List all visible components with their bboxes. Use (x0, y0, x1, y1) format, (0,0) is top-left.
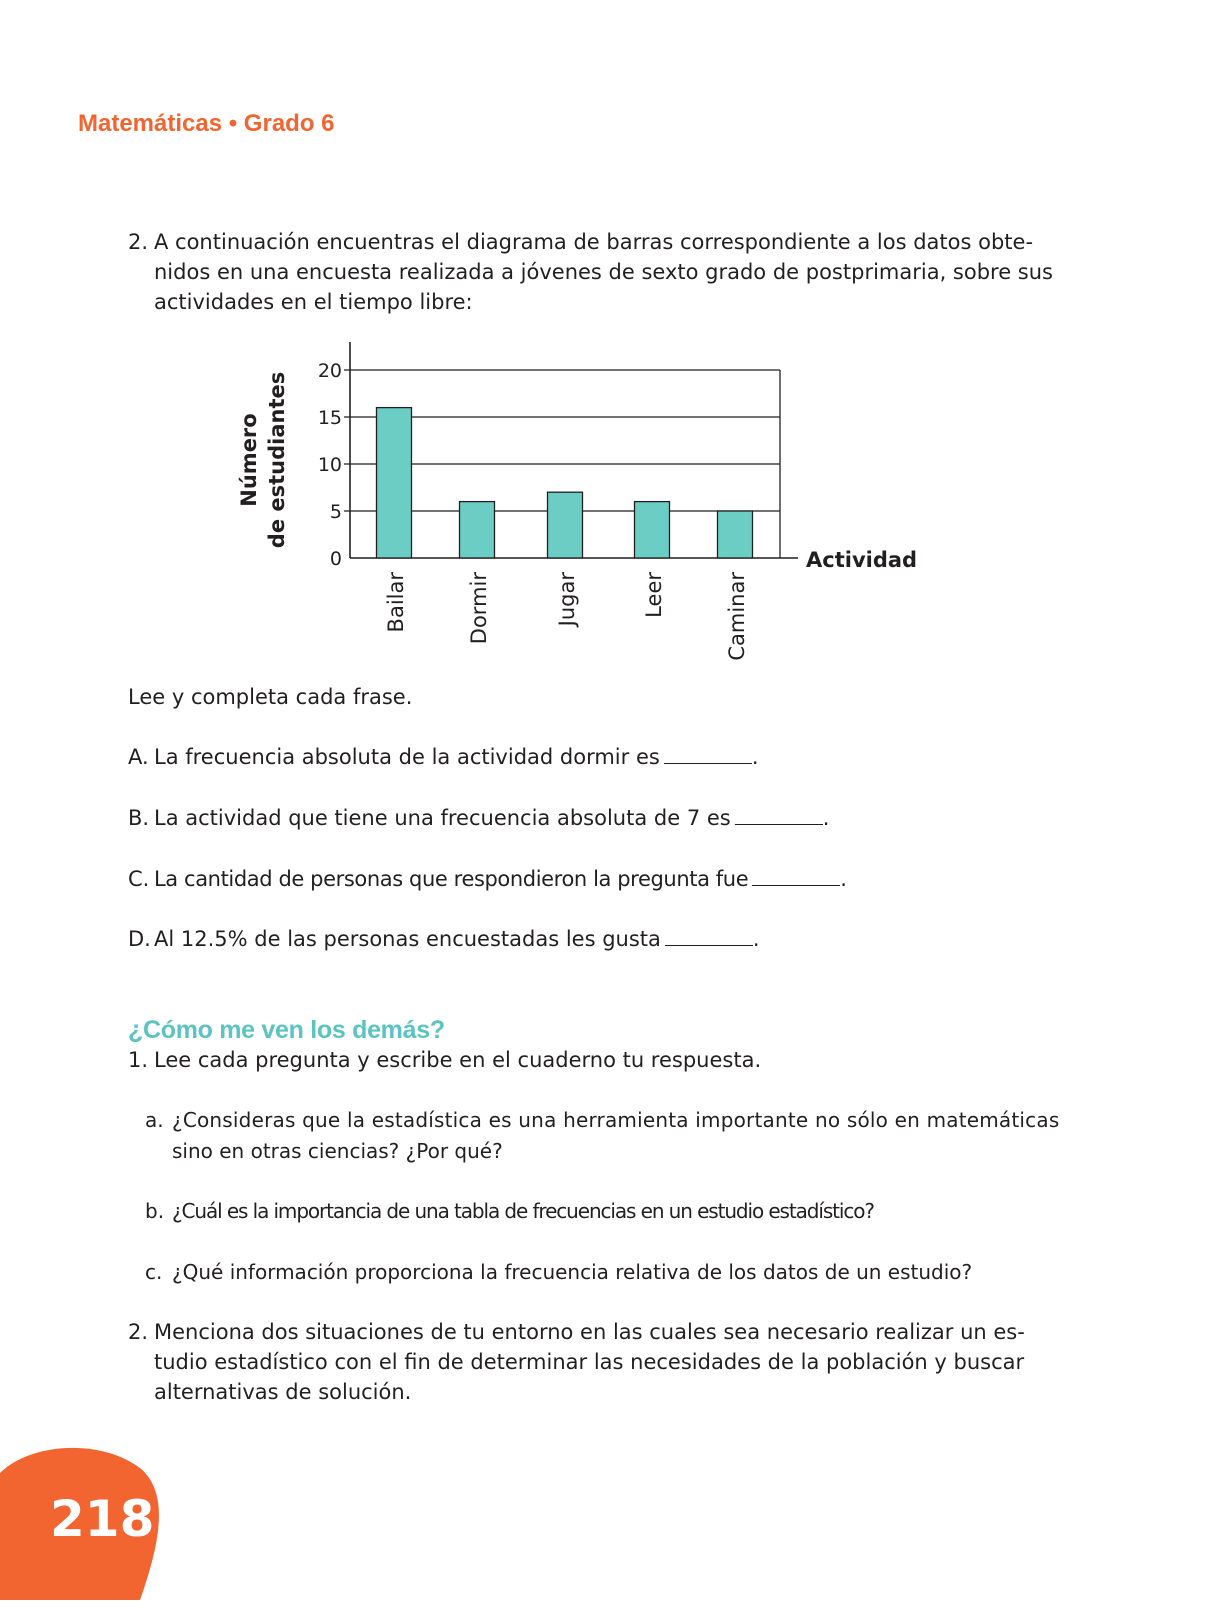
x-tick-label: Leer (642, 572, 666, 618)
subitem-b-label: b. (145, 1199, 165, 1223)
exercise-number: 2. (128, 230, 149, 254)
y-tick-label: 15 (317, 407, 342, 429)
statement-text: La frecuencia absoluta de la actividad dormir es (154, 745, 660, 769)
statement-label: A. (128, 745, 149, 769)
x-tick-label: Caminar (725, 572, 749, 661)
bar-chart (0, 330, 1206, 680)
statement-end: . (840, 867, 847, 891)
statement-label: C. (128, 867, 150, 891)
y-tick-label: 10 (317, 454, 342, 476)
q2-number: 2. (128, 1320, 149, 1344)
y-axis-label-line-2: de estudiantes (265, 371, 289, 549)
q2-line-2: tudio estadístico con el fin de determinar las necesidades de la población y buscar (154, 1350, 1025, 1374)
exercise-line-2: nidos en una encuesta realizada a jóvenes de sexto grado de postprimaria, sobre sus (154, 260, 1054, 284)
statement-text: La actividad que tiene una frecuencia absoluta de 7 es (154, 806, 731, 830)
statement-label: B. (128, 806, 150, 830)
page-header: Matemáticas • Grado 6 (78, 110, 335, 137)
q2-line-1: Menciona dos situaciones de tu entorno en las cuales sea necesario realizar un es- (154, 1320, 1025, 1344)
answer-blank[interactable] (665, 925, 753, 946)
subitem-a-line-1: ¿Consideras que la estadística es una herramienta importante no sólo en matemáticas (172, 1108, 1060, 1132)
q1-text: Lee cada pregunta y escribe en el cuaderno tu respuesta. (154, 1048, 762, 1072)
x-tick-label: Dormir (467, 572, 491, 645)
answer-blank[interactable] (664, 743, 752, 764)
statement-end: . (751, 745, 759, 769)
statement-text: Al 12.5% de las personas encuestadas les gusta (154, 927, 661, 951)
subitem-a-label: a. (145, 1108, 164, 1132)
statement-label: D. (128, 927, 151, 951)
bar-dormir (460, 502, 495, 558)
section-title: ¿Cómo me ven los demás? (128, 1016, 445, 1044)
exercise-line-3: actividades en el tiempo libre: (154, 290, 473, 314)
bar-bailar (377, 408, 412, 558)
instructions: Lee y completa cada frase. (128, 685, 413, 709)
answer-blank[interactable] (752, 865, 840, 886)
q1-number: 1. (128, 1048, 149, 1072)
x-axis-label: Actividad (806, 548, 918, 572)
answer-blank[interactable] (735, 804, 823, 825)
y-tick-label: 5 (329, 501, 342, 523)
y-tick-label: 20 (317, 360, 342, 382)
statement-end: . (822, 806, 830, 830)
bar-caminar (718, 511, 753, 558)
statement-text: La cantidad de personas que respondieron la pregunta fue (154, 867, 749, 891)
subitem-a-line-2: sino en otras ciencias? ¿Por qué? (172, 1139, 503, 1163)
bar-leer (635, 502, 670, 558)
page-number: 218 (50, 1490, 155, 1548)
exercise-line-1: A continuación encuentras el diagrama de barras correspondiente a los datos obte- (154, 230, 1034, 254)
subitem-c-line-1: ¿Qué información proporciona la frecuencia relativa de los datos de un estudio? (172, 1260, 973, 1284)
y-axis-label-line-1: Número (237, 413, 261, 507)
statement-end: . (752, 927, 760, 951)
x-tick-label: Jugar (555, 572, 579, 627)
bar-jugar (548, 492, 583, 558)
subitem-c-label: c. (145, 1260, 163, 1284)
x-tick-label: Bailar (384, 572, 408, 633)
subitem-b-line-1: ¿Cuál es la importancia de una tabla de frecuencias en un estudio estadístico? (172, 1199, 874, 1223)
q2-line-3: alternativas de solución. (154, 1380, 412, 1404)
y-tick-label: 0 (329, 548, 342, 570)
